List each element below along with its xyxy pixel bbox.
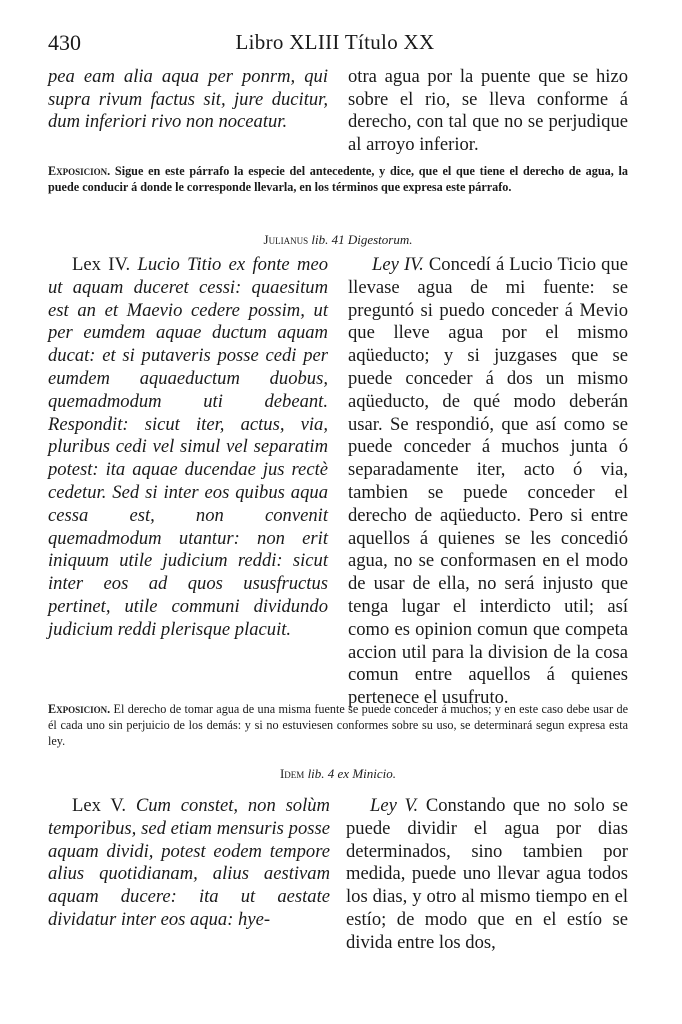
latin-column: [48, 254, 328, 710]
latin-text: [48, 795, 330, 932]
source-citation: [48, 232, 628, 248]
lex-label: Lex V.: [72, 795, 127, 816]
source-author: Idem: [279, 766, 305, 781]
source-work: lib. 41 Digestorum.: [311, 232, 413, 247]
latin-column: [48, 795, 330, 955]
latin-column: [48, 66, 328, 157]
ley-label: Ley V.: [370, 795, 419, 816]
spanish-body: Constando que no solo se puede dividir el agua por dias determinados, sino tambien por medida, puede uno llevar agua todos los dias, y otro al mismo tiempo en el estío; de modo que en el estío se divida entre los dos,: [346, 795, 629, 953]
spanish-column: [346, 795, 628, 955]
lex-label: Lex IV.: [72, 254, 131, 275]
exposition-text: Sigue en este párrafo la especie del antecedente, y dice, que el que tiene el derecho de agua, la puede conducir á donde le corresponde llevarla, en los términos que expresa este párrafo.: [48, 164, 628, 194]
source-author: Julianus: [263, 232, 309, 247]
spanish-text: [348, 254, 628, 710]
exposition-label: Exposicion.: [48, 702, 111, 716]
exposition-note: [48, 701, 628, 749]
latin-body: Lucio Titio ex fonte meo ut aquam duceret cessi: quaesitum est an et Maevio cedere possim, ut per eumdem aquae ductum aquam ducat: et si putaveris posse cedi per eumdem aquaeductum duobus, quemadmodum uti debeant. Respondit: sicut iter, actus, via, pluribus cedi vel simul vel separatim potest: ita aquae ducendae jus rectè cedetur. Sed si inter eos quibus aqua cessa est, non convenit quemadmodum utantur: non erit iniquum utile judicium reddi: sicut inter eos ad quos ususfructus pertinet, utile communi dividundo judicium reddi plerisque placuit.: [48, 254, 328, 640]
spanish-body: Concedí á Lucio Ticio que llevase agua de mi fuente: se preguntó si puedo conceder á Mevio que lleve agua por el mismo aqüeducto; y si juzgases que se puede conceder á dos un mismo aqüeducto, de qué modo deberán usar. Se respondió, que así como se puede conceder á muchos junta ó separadamente iter, acto ó via, tambien se puede conceder el derecho de aqüeducto. Pero si entre aquellos á quienes se les concedió agua, no se conformasen en el modo de usar de ella, no será injusto que tenga lugar el interdicto util; así como es opinion comun que competa accion util para la division de la cosa comun entre aquellos á quienes pertenece el usufruto.: [348, 254, 628, 709]
spanish-column: [348, 254, 628, 710]
exposition-label: Exposicion.: [48, 164, 111, 178]
ley-label: Ley IV.: [372, 254, 424, 275]
continued-law-block: [48, 66, 628, 157]
spanish-column: [348, 66, 628, 157]
source-citation: [48, 766, 628, 782]
latin-text: [48, 254, 328, 642]
page-header: [48, 30, 622, 60]
exposition-text: El derecho de tomar agua de una misma fuente se puede conceder á muchos; y en este caso debe usar de él cada uno sin perjuicio de los demás: y si no estuviesen conformes sobre su uso, se determinará segun expresa esta ley.: [48, 702, 628, 748]
latin-body: Cum constet, non solùm temporibus, sed etiam mensuris posse aquam dividi, potest eodem tempore alius quotidianam, alius aestivam aquam ducere: ita ut aestate dividatur inter eos aqua: hye-: [48, 795, 330, 930]
source-work: lib. 4 ex Minicio.: [307, 766, 397, 781]
page-number: 430: [48, 30, 81, 55]
running-head: Libro XLIII Título XX: [235, 30, 435, 54]
lex-v-block: [48, 795, 628, 955]
exposition-note: [48, 163, 628, 195]
latin-text: pea eam alia aqua per ponrm, qui supra rivum factus sit, jure ducitur, dum inferiori rivo non noceatur.: [48, 66, 328, 133]
spanish-text: [346, 795, 628, 955]
spanish-text: otra agua por la puente que se hizo sobre el rio, se lleva conforme á derecho, con tal que no se perjudique al arroyo inferior.: [348, 66, 628, 156]
lex-iv-block: [48, 254, 628, 710]
